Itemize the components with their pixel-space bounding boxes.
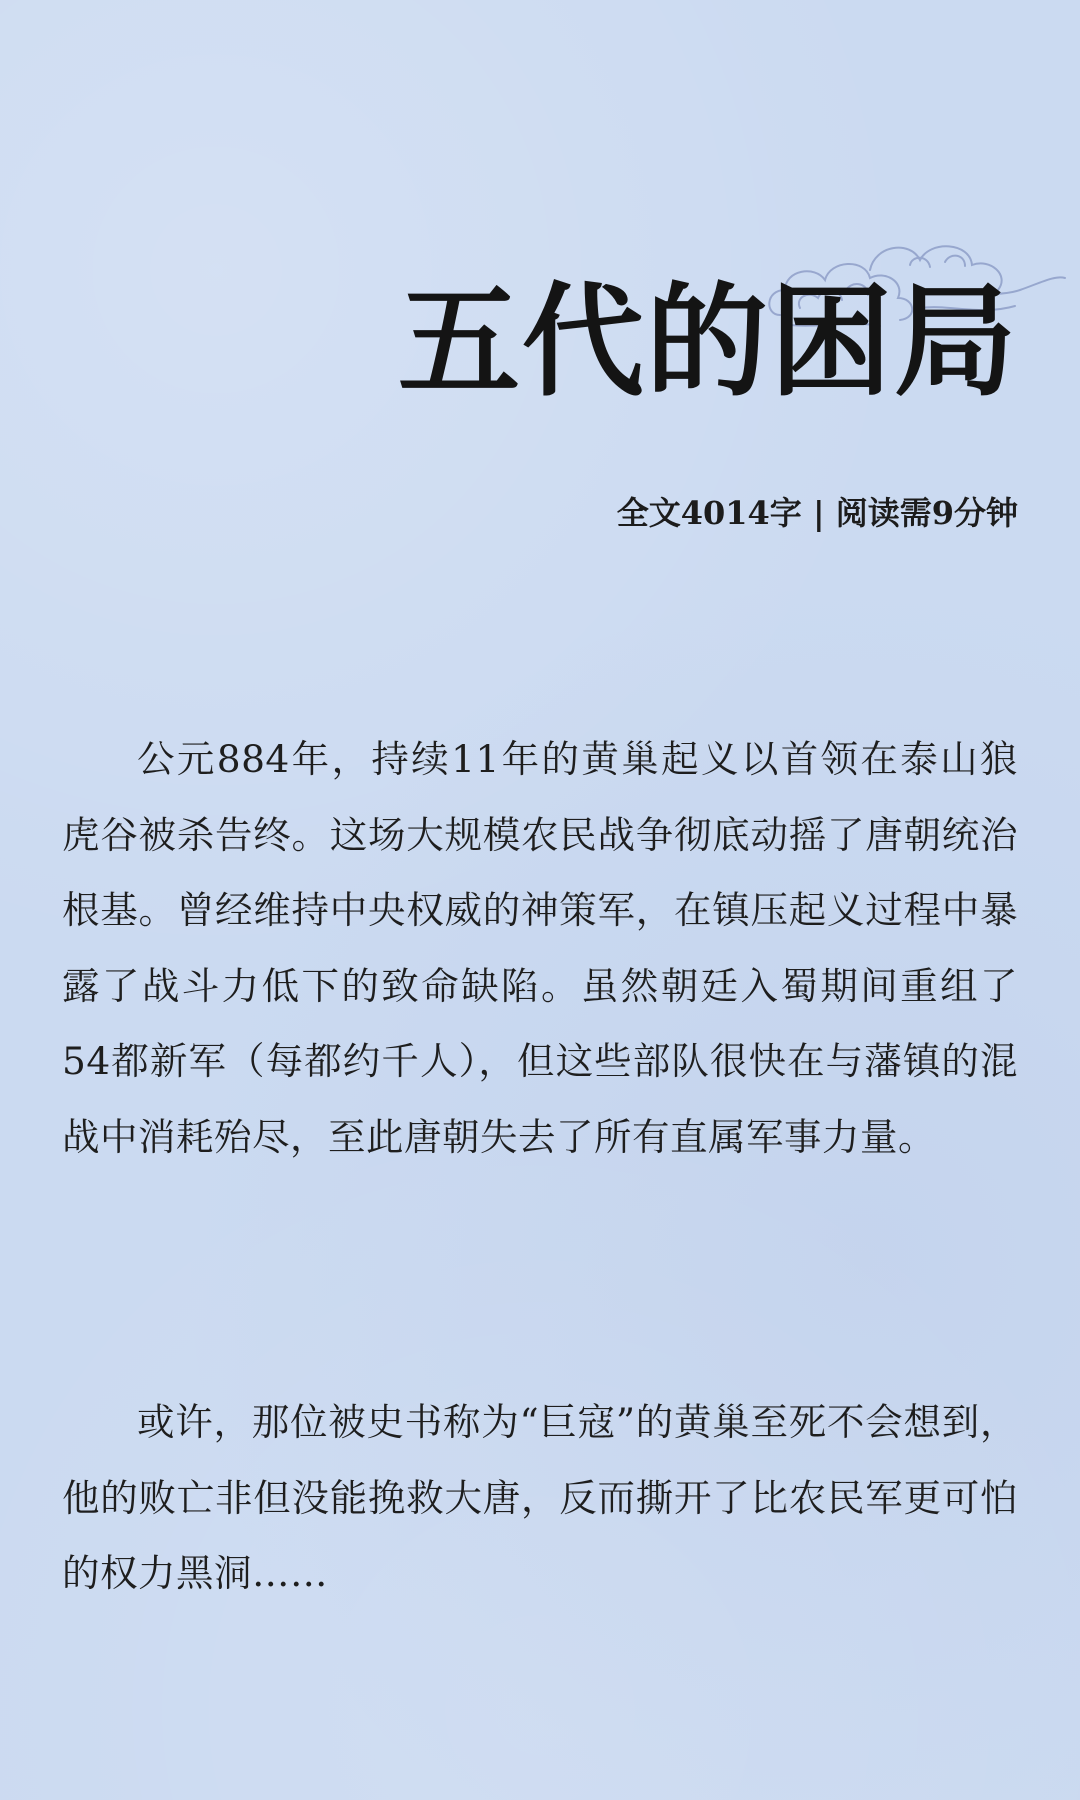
paragraph: 公元884年，持续11年的黄巢起义以首领在泰山狼虎谷被杀告终。这场大规模农民战争彻底动摇了唐朝统治根基。曾经维持中央权威的神策军，在镇压起义过程中暴露了战斗力低下的致命缺陷。虽然朝廷入蜀期间重组了54都新军（每都约千人），但这些部队很快在与藩镇的混战中消耗殆尽，至此唐朝失去了所有直属军事力量。 [62, 737, 1018, 1159]
article-title: 五代的困局 [398, 269, 1018, 413]
paragraph: 或许，那位被史书称为“巨寇”的黄巢至死不会想到，他的败亡非但没能挽救大唐，反而撕开了比农民军更可怕的权力黑洞…… [62, 1400, 1018, 1595]
reading-meta: 全文4014字 | 阅读需9分钟 [616, 494, 1018, 532]
